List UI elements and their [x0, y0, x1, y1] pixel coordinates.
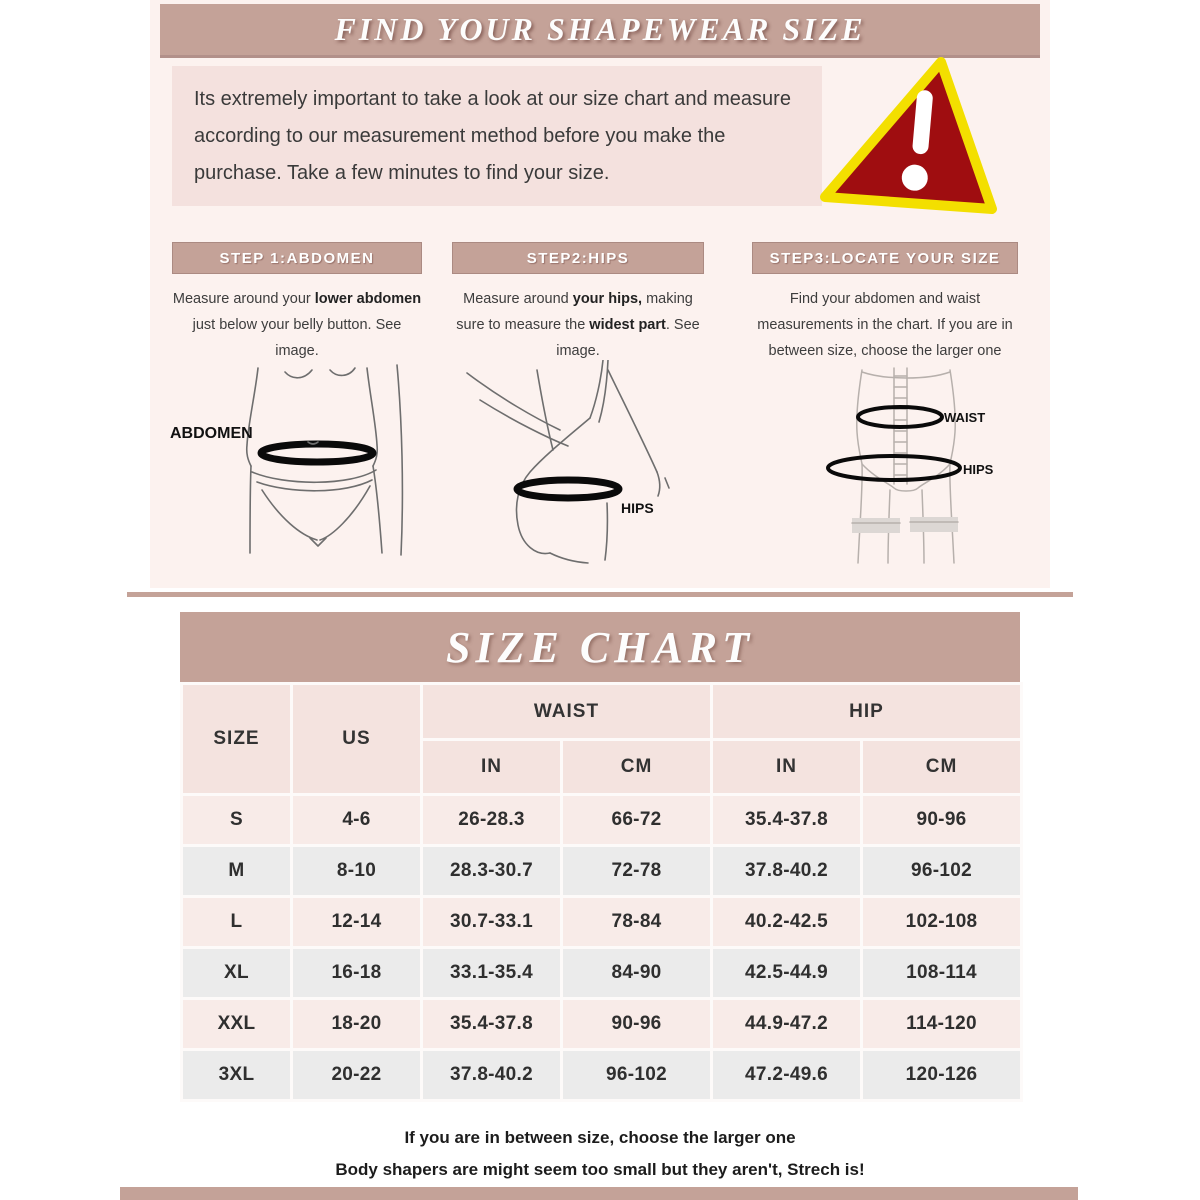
hips-label: HIPS: [621, 500, 654, 516]
cell-size: S: [182, 795, 292, 846]
table-row-xl: [182, 948, 1022, 999]
table-row-m: [182, 846, 1022, 897]
cell-hip-in: 42.5-44.9: [712, 948, 862, 999]
cell-waist-cm: 84-90: [562, 948, 712, 999]
step-2-hips: [452, 242, 704, 364]
col-header-waist-in: IN: [422, 740, 562, 795]
footer-note-2: Body shapers are might seem too small but they aren't, Strech is!: [335, 1160, 865, 1179]
abdomen-label: ABDOMEN: [170, 425, 253, 442]
footer-note-1: If you are in between size, choose the larger one: [404, 1128, 796, 1147]
step-2-text-2: making sure to measure the: [456, 291, 693, 333]
step-1-header: STEP 1:ABDOMEN: [172, 242, 422, 274]
cell-waist-cm: 78-84: [562, 897, 712, 948]
step-1-bold-text: lower abdomen: [314, 291, 422, 307]
page-title-band: [160, 4, 1040, 58]
table-row-3xl: [182, 1050, 1022, 1101]
col-header-waist-cm: CM: [562, 740, 712, 795]
section-divider: [127, 592, 1073, 597]
cell-size: 3XL: [182, 1050, 292, 1101]
step-2-text-3: . See image.: [556, 317, 700, 359]
step-2-bold-text-2: widest part: [589, 317, 666, 333]
cell-waist-cm: 66-72: [562, 795, 712, 846]
cell-us: 16-18: [292, 948, 422, 999]
cell-waist-cm: 90-96: [562, 999, 712, 1050]
table-row-l: [182, 897, 1022, 948]
table-row-s: [182, 795, 1022, 846]
cell-waist-in: 35.4-37.8: [422, 999, 562, 1050]
cell-size: M: [182, 846, 292, 897]
step-1-description: [172, 286, 422, 364]
cell-us: 8-10: [292, 846, 422, 897]
cell-waist-in: 26-28.3: [422, 795, 562, 846]
warning-triangle-icon: [820, 56, 1020, 228]
cell-waist-in: 37.8-40.2: [422, 1050, 562, 1101]
hips-figure: [460, 360, 740, 567]
size-chart-title-band: [180, 612, 1020, 682]
cell-hip-cm: 90-96: [862, 795, 1022, 846]
step-3-locate-size: [752, 242, 1018, 364]
cell-waist-cm: 96-102: [562, 1050, 712, 1101]
cell-hip-cm: 102-108: [862, 897, 1022, 948]
cell-us: 4-6: [292, 795, 422, 846]
cell-waist-cm: 72-78: [562, 846, 712, 897]
hips-label-2: HIPS: [963, 462, 994, 477]
cell-hip-cm: 108-114: [862, 948, 1022, 999]
cell-hip-in: 40.2-42.5: [712, 897, 862, 948]
warning-triangle-svg: [820, 56, 1020, 228]
step-1-text: Measure around your: [172, 291, 315, 307]
cell-us: 18-20: [292, 999, 422, 1050]
hips-figure-svg: [460, 360, 740, 567]
locate-size-figure-svg: [790, 360, 1052, 567]
cell-hip-in: 37.8-40.2: [712, 846, 862, 897]
intro-text: Its extremely important to take a look at our size chart and measure according to our measurement method before you make the purchase. Take a few minutes to find your size.: [194, 87, 791, 184]
col-header-hip-cm: CM: [862, 740, 1022, 795]
abdomen-figure-svg: [150, 360, 450, 567]
step-3-description: Find your abdomen and waist measurements in the chart. If you are in between size, choose the larger one: [757, 291, 1013, 359]
cell-size: XL: [182, 948, 292, 999]
cell-hip-cm: 114-120: [862, 999, 1022, 1050]
step-1-text-2: just below your belly button. See image.: [192, 317, 402, 359]
col-header-waist: WAIST: [422, 684, 712, 740]
table-row-xxl: [182, 999, 1022, 1050]
step-3-header: STEP3:LOCATE YOUR SIZE: [752, 242, 1018, 274]
cell-size: XXL: [182, 999, 292, 1050]
col-header-hip-in: IN: [712, 740, 862, 795]
step-2-header: STEP2:HIPS: [452, 242, 704, 274]
cell-hip-cm: 96-102: [862, 846, 1022, 897]
bottom-band: [120, 1187, 1078, 1200]
cell-hip-cm: 120-126: [862, 1050, 1022, 1101]
col-header-us: US: [292, 684, 422, 795]
step-2-bold-text: your hips,: [572, 291, 643, 307]
cell-waist-in: 30.7-33.1: [422, 897, 562, 948]
abdomen-figure: [150, 360, 450, 567]
col-header-hip: HIP: [712, 684, 1022, 740]
size-chart-table: [180, 682, 1023, 1102]
step-1-abdomen: [172, 242, 422, 364]
cell-hip-in: 35.4-37.8: [712, 795, 862, 846]
col-header-size: SIZE: [182, 684, 292, 795]
cell-us: 12-14: [292, 897, 422, 948]
cell-size: L: [182, 897, 292, 948]
size-chart-title: SIZE CHART: [446, 622, 754, 672]
step-2-description: [452, 286, 704, 364]
locate-size-figure: [790, 360, 1052, 567]
cell-waist-in: 28.3-30.7: [422, 846, 562, 897]
cell-waist-in: 33.1-35.4: [422, 948, 562, 999]
table-header-row-1: [182, 684, 1022, 740]
cell-us: 20-22: [292, 1050, 422, 1101]
cell-hip-in: 47.2-49.6: [712, 1050, 862, 1101]
page-title: FIND YOUR SHAPEWEAR SIZE: [334, 11, 866, 47]
step-2-text: Measure around: [463, 291, 573, 307]
intro-panel: [172, 66, 822, 206]
waist-label: WAIST: [944, 410, 986, 425]
cell-hip-in: 44.9-47.2: [712, 999, 862, 1050]
